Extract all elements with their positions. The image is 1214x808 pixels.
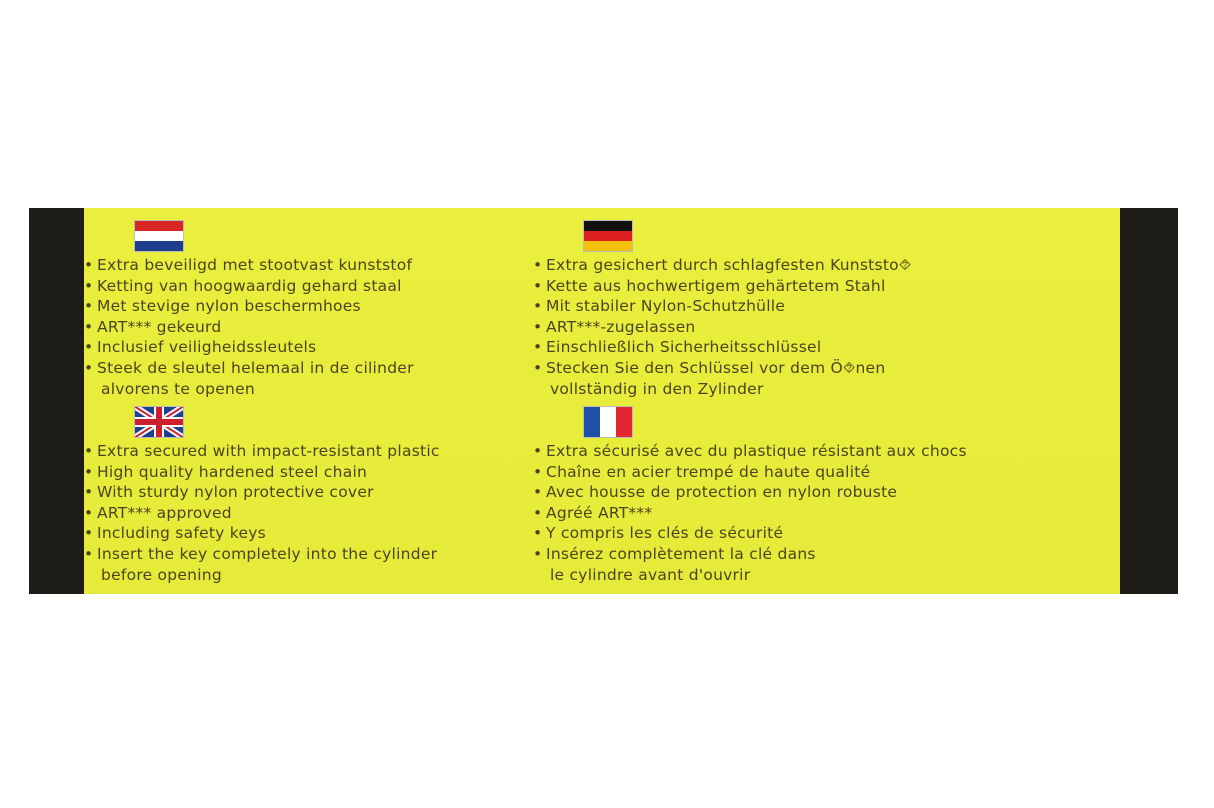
list-item-continuation: le cylindre avant d'ouvrir xyxy=(550,565,751,584)
list-item: • Including safety keys xyxy=(84,523,440,544)
list-item: • ART***-zugelassen xyxy=(533,317,911,338)
instructions-panel xyxy=(84,208,1120,594)
list-item: • Chaîne en acier trempé de haute qualité xyxy=(533,462,967,483)
section-french xyxy=(533,406,967,585)
section-dutch xyxy=(84,220,414,399)
list-item: • Ketting van hoogwaardig gehard staal xyxy=(84,276,414,297)
list-item: • ART*** gekeurd xyxy=(84,317,414,338)
feature-list xyxy=(84,255,414,399)
list-item: • Y compris les clés de sécurité xyxy=(533,523,967,544)
section-german xyxy=(533,220,911,399)
netherlands-flag-icon xyxy=(134,220,184,252)
list-item-line: Insert the key completely into the cylinder xyxy=(97,544,438,563)
list-item-continuation: vollständig in den Zylinder xyxy=(550,379,764,398)
list-item: • Inclusief veiligheidssleutels xyxy=(84,337,414,358)
list-item: • Mit stabiler Nylon-Schutzhülle xyxy=(533,296,911,317)
list-item: • Met stevige nylon beschermhoes xyxy=(84,296,414,317)
list-item: • Extra sécurisé avec du plastique résistant aux chocs xyxy=(533,441,967,462)
list-item-continuation: alvorens te openen xyxy=(101,379,255,398)
list-item-line: Insérez complètement la clé dans xyxy=(546,544,816,563)
france-flag-icon xyxy=(583,406,633,438)
list-item: • Agréé ART*** xyxy=(533,503,967,524)
list-item: • Extra secured with impact-resistant plastic xyxy=(84,441,440,462)
list-item xyxy=(84,358,414,399)
list-item xyxy=(533,544,967,585)
united-kingdom-flag-icon xyxy=(134,406,184,438)
list-item: • Extra beveiligd met stootvast kunststof xyxy=(84,255,414,276)
list-item xyxy=(533,358,911,399)
list-item: • Kette aus hochwertigem gehärtetem Stahl xyxy=(533,276,911,297)
feature-list xyxy=(84,441,440,585)
list-item xyxy=(84,544,440,585)
list-item-line: Stecken Sie den Schlüssel vor dem Ö⯑nen xyxy=(546,358,886,377)
list-item: • Einschließlich Sicherheitsschlüssel xyxy=(533,337,911,358)
section-english xyxy=(84,406,440,585)
list-item-continuation: before opening xyxy=(101,565,222,584)
list-item-line: Steek de sleutel helemaal in de cilinder xyxy=(97,358,414,377)
list-item: • Extra gesichert durch schlagfesten Kunststo⯑ xyxy=(533,255,911,276)
list-item: • ART*** approved xyxy=(84,503,440,524)
germany-flag-icon xyxy=(583,220,633,252)
feature-list xyxy=(533,255,911,399)
list-item: • With sturdy nylon protective cover xyxy=(84,482,440,503)
feature-list xyxy=(533,441,967,585)
list-item: • High quality hardened steel chain xyxy=(84,462,440,483)
list-item: • Avec housse de protection en nylon robuste xyxy=(533,482,967,503)
